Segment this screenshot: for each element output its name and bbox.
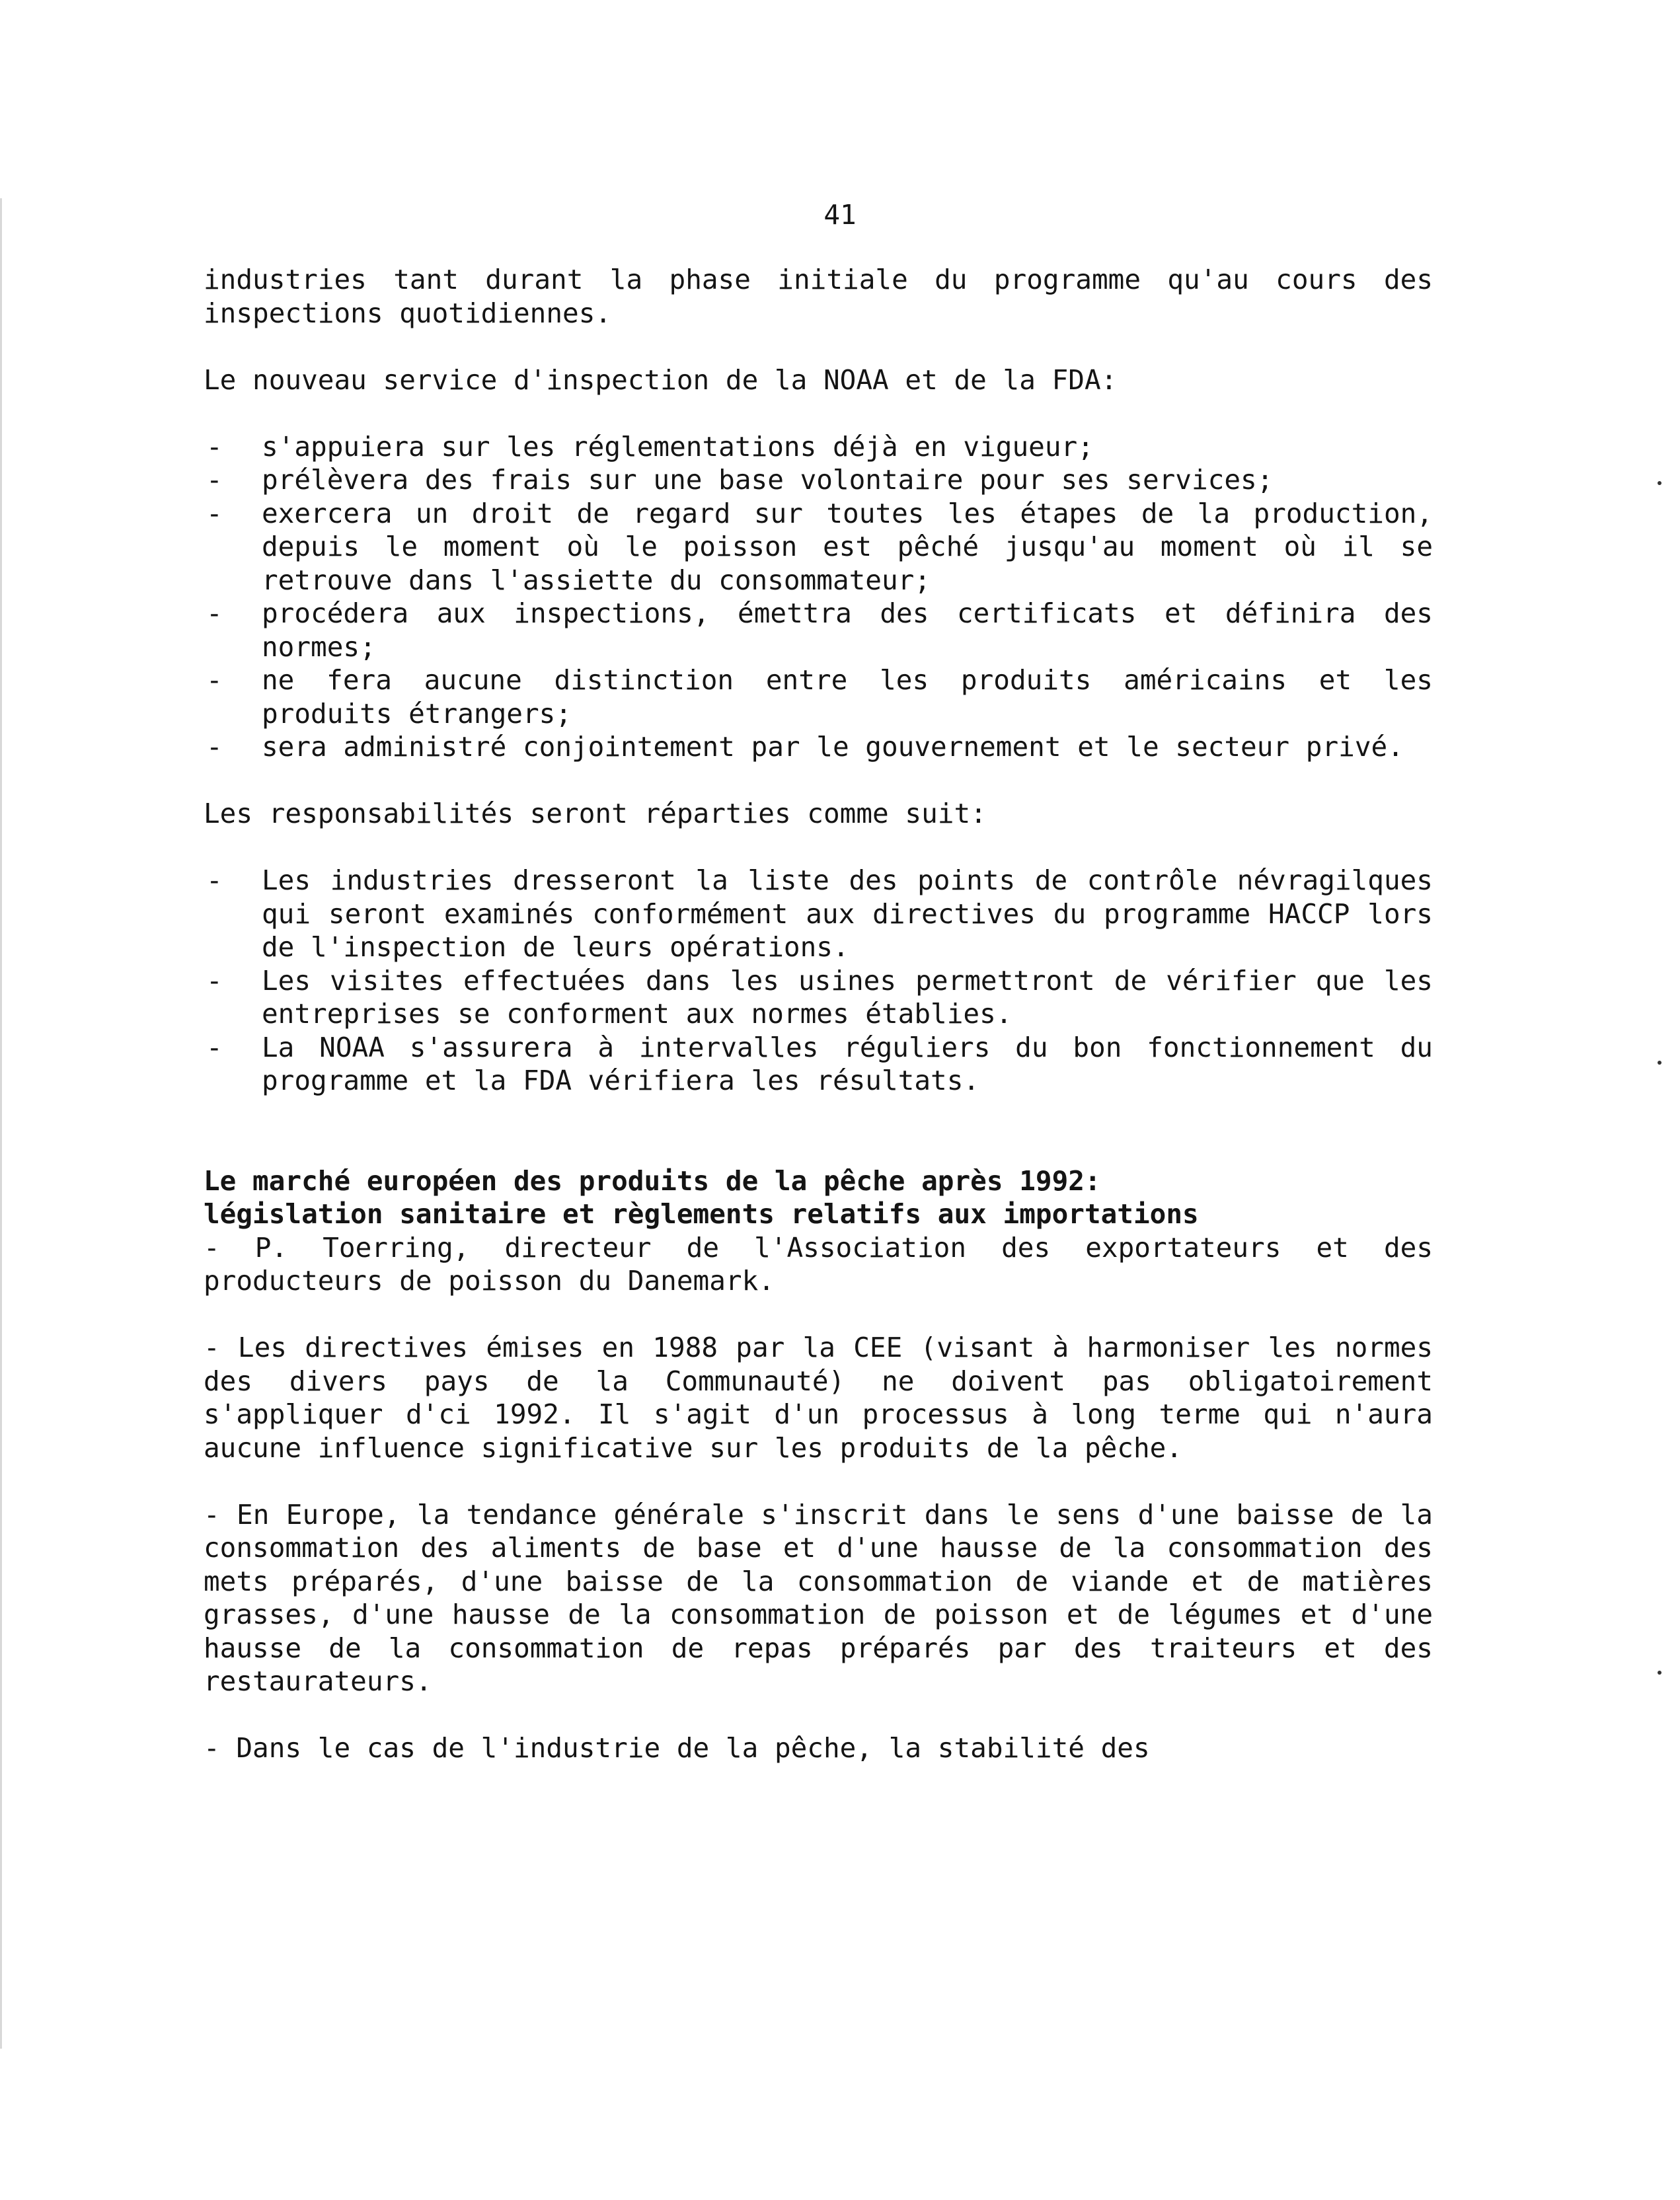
page-number: 41 xyxy=(823,199,857,231)
list-item: - prélèvera des frais sur une base volontaire pour ses services; xyxy=(204,463,1433,497)
scan-speck xyxy=(1658,1671,1661,1675)
spacer xyxy=(204,1464,1433,1498)
section-heading-line-1: Le marché européen des produits de la pêche après 1992: xyxy=(204,1164,1101,1197)
responsibilities-list xyxy=(204,864,1433,1098)
spacer xyxy=(204,397,1433,430)
inspection-service-list xyxy=(204,430,1433,764)
list-item: - exercera un droit de regard sur toutes les étapes de la production, depuis le moment où le poisson est pêché jusqu'au moment où il se retrouve dans l'assiette du consommateur; xyxy=(204,497,1433,597)
spacer xyxy=(204,764,1433,798)
paragraph: - Dans le cas de l'industrie de la pêche, la stabilité des xyxy=(204,1732,1150,1764)
section-heading-line-2: législation sanitaire et règlements relatifs aux importations xyxy=(204,1198,1199,1230)
scan-speck xyxy=(1658,481,1661,485)
inspection-service-lead: Le nouveau service d'inspection de la NOAA et de la FDA: xyxy=(204,363,1118,396)
list-item: - s'appuiera sur les réglementations déjà en vigueur; xyxy=(204,430,1433,464)
responsibilities-lead: Les responsabilités seront réparties comme suit: xyxy=(204,798,987,829)
list-item: - procédera aux inspections, émettra des certificats et définira des normes; xyxy=(204,597,1433,664)
continuation-paragraph: industries tant durant la phase initiale du programme qu'au cours des inspections quotidiennes. xyxy=(204,264,1433,329)
list-item: - sera administré conjointement par le gouvernement et le secteur privé. xyxy=(204,730,1433,764)
list-item: - La NOAA s'assurera à intervalles réguliers du bon fonctionnement du programme et la FDA vérifiera les résultats. xyxy=(204,1031,1433,1098)
spacer xyxy=(204,831,1433,864)
spacer xyxy=(204,1698,1433,1732)
scan-speck xyxy=(1658,1061,1661,1065)
list-item: - Les industries dresseront la liste des points de contrôle névragilques qui seront examinés conformément aux directives du programme HACCP lors de l'inspection de leurs opérations. xyxy=(204,864,1433,964)
spacer xyxy=(204,330,1433,363)
author-line: - P. Toerring, directeur de l'Association des exportateurs et des producteurs de poisson du Danemark. xyxy=(204,1231,1433,1297)
spacer xyxy=(204,1098,1433,1131)
paragraph: - Les directives émises en 1988 par la CEE (visant à harmoniser les normes des divers pays de la Communauté) ne doivent pas obligatoirement s'appliquer d'ci 1992. Il s'agit d'un processus à long terme qui n'aura aucune influence significative sur les produits de la pêche. xyxy=(204,1332,1433,1464)
list-item: - Les visites effectuées dans les usines permettront de vérifier que les entreprises se conforment aux normes établies. xyxy=(204,964,1433,1031)
spacer xyxy=(204,1131,1433,1164)
spacer xyxy=(204,1298,1433,1332)
page-body xyxy=(204,263,1433,1765)
scan-left-edge xyxy=(0,198,2,2049)
list-item: - ne fera aucune distinction entre les produits américains et les produits étrangers; xyxy=(204,664,1433,730)
paragraph: - En Europe, la tendance générale s'inscrit dans le sens d'une baisse de la consommation des aliments de base et d'une hausse de la consommation des mets préparés, d'une baisse de la consommation de viande et de matières grasses, d'une hausse de la consommation de poisson et de légumes et d'une hausse de la consommation de repas préparés par des traiteurs et des restaurateurs. xyxy=(204,1498,1433,1697)
